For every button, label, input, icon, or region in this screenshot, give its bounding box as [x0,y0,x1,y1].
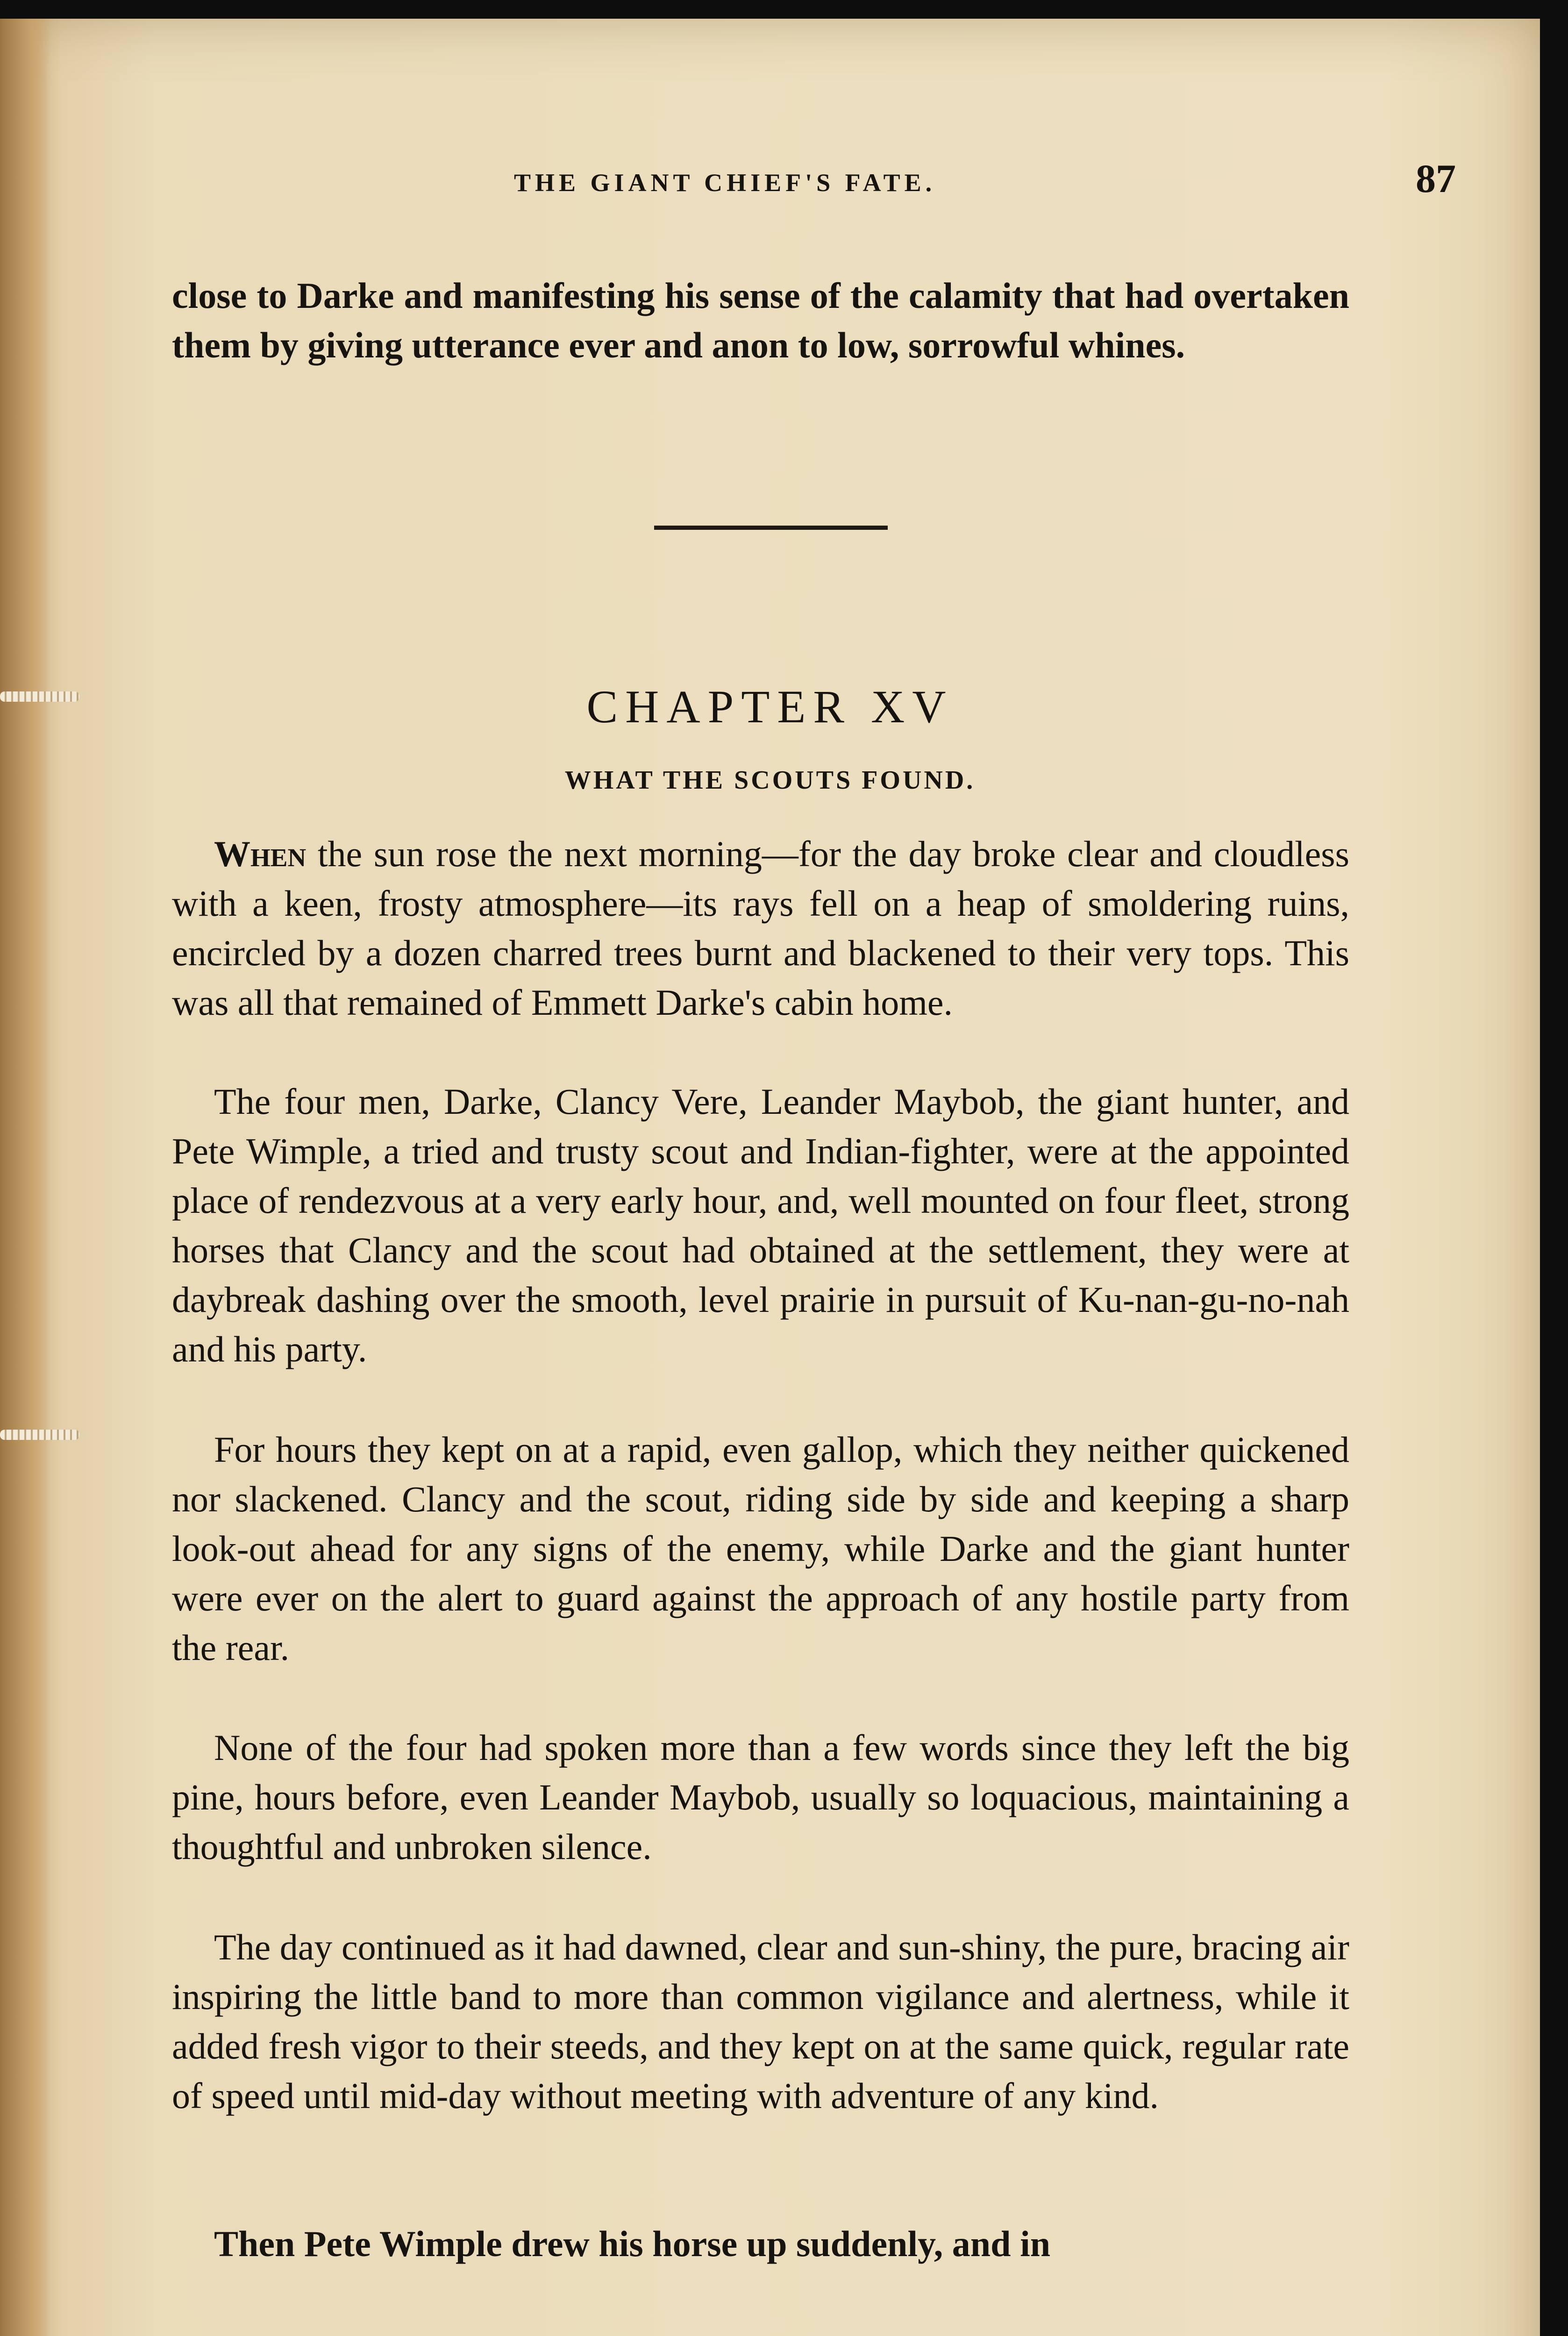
body-paragraph: None of the four had spoken more than a few words since they left the big pine, hours before, even Leander Maybob, usually so loquacious, maintaining a thoughtful and unbroken silence. [172,1727,1349,1867]
body-paragraph: Then Pete Wimple drew his horse up suddenly, and in [214,2223,1051,2264]
book-page [0,19,1540,2336]
body-paragraph [172,829,1349,1027]
running-head: THE GIANT CHIEF'S FATE. [514,169,936,197]
chapter-opening-word: When [214,833,306,874]
body-paragraph: The four men, Darke, Clancy Vere, Leander Maybob, the giant hunter, and Pete Wimple, a tried and trusty scout and Indian-fighter, were at the appointed place of rendezvous at a very early hour, and, well mounted on four fleet, strong horses that Clancy and the scout had obtained at the settlement, they were at daybreak dashing over the smooth, level prairie in pursuit of Ku-nan-gu-no-nah and his party. [172,1081,1349,1369]
binding-thread [0,1430,79,1440]
book-spine [0,19,51,2336]
opening-paragraph: close to Darke and manifesting his sense of the calamity that had overtaken them by giving utterance ever and anon to low, sorrowful whines. [172,275,1349,365]
section-divider [654,526,888,530]
body-paragraph: The day continued as it had dawned, clear and sun-shiny, the pure, bracing air inspiring the little band to more than common vigilance and alertness, while it added fresh vigor to their steeds, and they kept on at the same quick, regular rate of speed until mid-day without meeting with adventure of any kind. [172,1927,1349,2116]
chapter-subtitle: WHAT THE SCOUTS FOUND. [564,766,976,795]
page-number: 87 [1416,156,1456,201]
body-paragraph: For hours they kept on at a rapid, even gallop, which they neither quickened nor slackened. Clancy and the scout, riding side by side and keeping a sharp look-out ahead for any signs of the enemy, while Darke and the giant hunter were ever on the alert to guard against the approach of any hostile party from the rear. [172,1429,1349,1668]
chapter-title: CHAPTER XV [586,681,954,733]
paragraph-text: the sun rose the next morning—for the day broke clear and cloudless with a keen, frosty atmosphere—its rays fell on a heap of smoldering ruins, encircled by a dozen charred trees burnt and blackened to their very tops. This was all that remained of Emmett Darke's cabin home. [172,833,1349,1023]
